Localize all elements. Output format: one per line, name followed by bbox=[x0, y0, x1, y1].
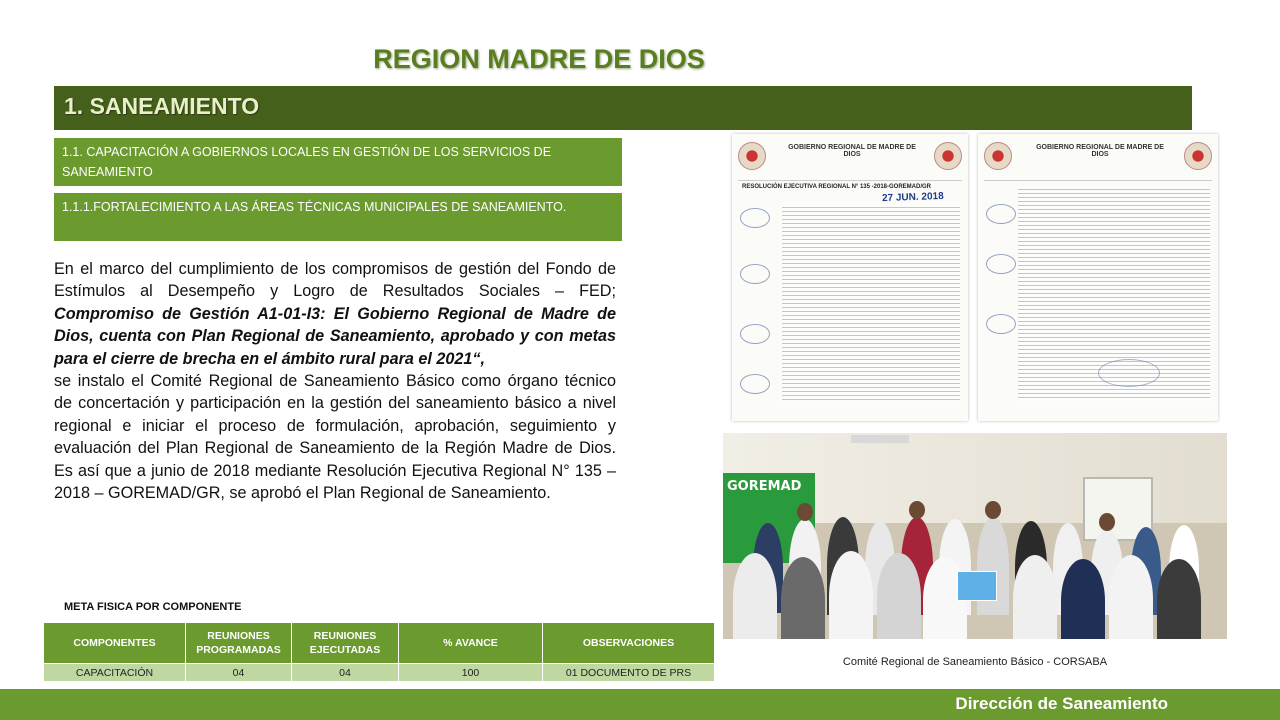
table-header-row bbox=[44, 623, 715, 664]
document-org-name: GOBIERNO REGIONAL DE MADRE DE DIOS bbox=[788, 144, 916, 158]
paragraph-body: se instalo el Comité Regional de Saneamiento Básico como órgano técnico de concertación y participación en la gestión del saneamiento básico a nivel regional e iniciar el proceso de formulación, aprobación, seguimiento y evaluación del Plan Regional de Saneamiento de la Región Madre de Dios. Es así que a junio de 2018 mediante Resolución Ejecutiva Regional N° 135 – 2018 – GOREMAD/GR, se aprobó el Plan Regional de Saneamiento. bbox=[54, 372, 616, 503]
document-date-stamp: 27 JUN. 2018 bbox=[881, 190, 944, 205]
peru-shield-icon bbox=[1184, 142, 1212, 170]
table-row bbox=[44, 664, 715, 682]
resolution-document-page-1 bbox=[732, 134, 968, 421]
coat-of-arms-icon bbox=[984, 142, 1012, 170]
visto-stamp-icon bbox=[986, 314, 1016, 334]
committee-group-photo bbox=[723, 433, 1227, 639]
person-figure bbox=[829, 551, 873, 639]
person-figure bbox=[733, 553, 777, 639]
paragraph-emphasis: Compromiso de Gestión A1-01-I3: El Gobierno Regional de Madre de Dios, cuenta con Plan Regional de Saneamiento, aprobado y con metas para el cierre de brecha en el ámbito rural para el 2021“, bbox=[54, 304, 616, 368]
resolution-document-page-2 bbox=[978, 134, 1218, 421]
document-header bbox=[738, 140, 962, 181]
table-cell: 04 bbox=[292, 664, 399, 682]
document-text-body bbox=[782, 204, 960, 401]
table-cell: 04 bbox=[186, 664, 292, 682]
coat-of-arms-icon bbox=[738, 142, 766, 170]
document-header bbox=[984, 140, 1212, 181]
column-header: OBSERVACIONES bbox=[543, 623, 715, 664]
paragraph-intro: En el marco del cumplimiento de los compromisos de gestión del Fondo de Estímulos al Desempeño y Logro de Resultados Sociales – FED; bbox=[54, 260, 616, 301]
person-figure bbox=[1061, 559, 1105, 639]
signature-stamp-icon bbox=[1098, 359, 1160, 387]
visto-stamp-icon bbox=[740, 208, 770, 228]
person-figure bbox=[1157, 559, 1201, 639]
table-cell: CAPACITACIÓN bbox=[44, 664, 186, 682]
person-figure bbox=[781, 557, 825, 639]
projector-icon bbox=[851, 435, 909, 443]
visto-stamp-icon bbox=[740, 324, 770, 344]
meta-table bbox=[43, 622, 715, 682]
subsection-1-1: 1.1. CAPACITACIÓN A GOBIERNOS LOCALES EN GESTIÓN DE LOS SERVICIOS DE SANEAMIENTO bbox=[54, 138, 622, 186]
person-figure bbox=[1013, 555, 1057, 639]
table-cell: 100 bbox=[399, 664, 543, 682]
table-cell: 01 DOCUMENTO DE PRS bbox=[543, 664, 715, 682]
person-head bbox=[909, 501, 925, 519]
page-title: REGION MADRE DE DIOS bbox=[373, 44, 705, 74]
visto-stamp-icon bbox=[986, 204, 1016, 224]
column-header: REUNIONES PROGRAMADAS bbox=[186, 623, 292, 664]
column-header: REUNIONES EJECUTADAS bbox=[292, 623, 399, 664]
peru-shield-icon bbox=[934, 142, 962, 170]
column-header: % AVANCE bbox=[399, 623, 543, 664]
body-paragraph bbox=[54, 258, 616, 504]
column-header: COMPONENTES bbox=[44, 623, 186, 664]
subsection-1-1-1: 1.1.1.FORTALECIMIENTO A LAS ÁREAS TÉCNICAS MUNICIPALES DE SANEAMIENTO. bbox=[54, 193, 622, 241]
visto-stamp-icon bbox=[740, 374, 770, 394]
person-figure bbox=[877, 553, 921, 639]
visto-stamp-icon bbox=[986, 254, 1016, 274]
person-figure bbox=[1109, 555, 1153, 639]
person-head bbox=[1099, 513, 1115, 531]
person-head bbox=[985, 501, 1001, 519]
meta-table-label: META FISICA POR COMPONENTE bbox=[64, 601, 242, 613]
banner-text: GOREMAD bbox=[727, 479, 802, 494]
document-org-name: GOBIERNO REGIONAL DE MADRE DE DIOS bbox=[1036, 144, 1164, 158]
footer-title: Dirección de Saneamiento bbox=[955, 694, 1168, 713]
section-title: 1. SANEAMIENTO bbox=[64, 93, 260, 119]
document-resolution-number: RESOLUCIÓN EJECUTIVA REGIONAL N° 135 -2018-GOREMAD/GR bbox=[742, 184, 931, 190]
person-head bbox=[797, 503, 813, 521]
section-header bbox=[54, 86, 1192, 130]
footer-bar bbox=[0, 689, 1280, 720]
visto-stamp-icon bbox=[740, 264, 770, 284]
photo-caption: Comité Regional de Saneamiento Básico - CORSABA bbox=[842, 656, 1108, 668]
held-sign bbox=[957, 571, 997, 601]
